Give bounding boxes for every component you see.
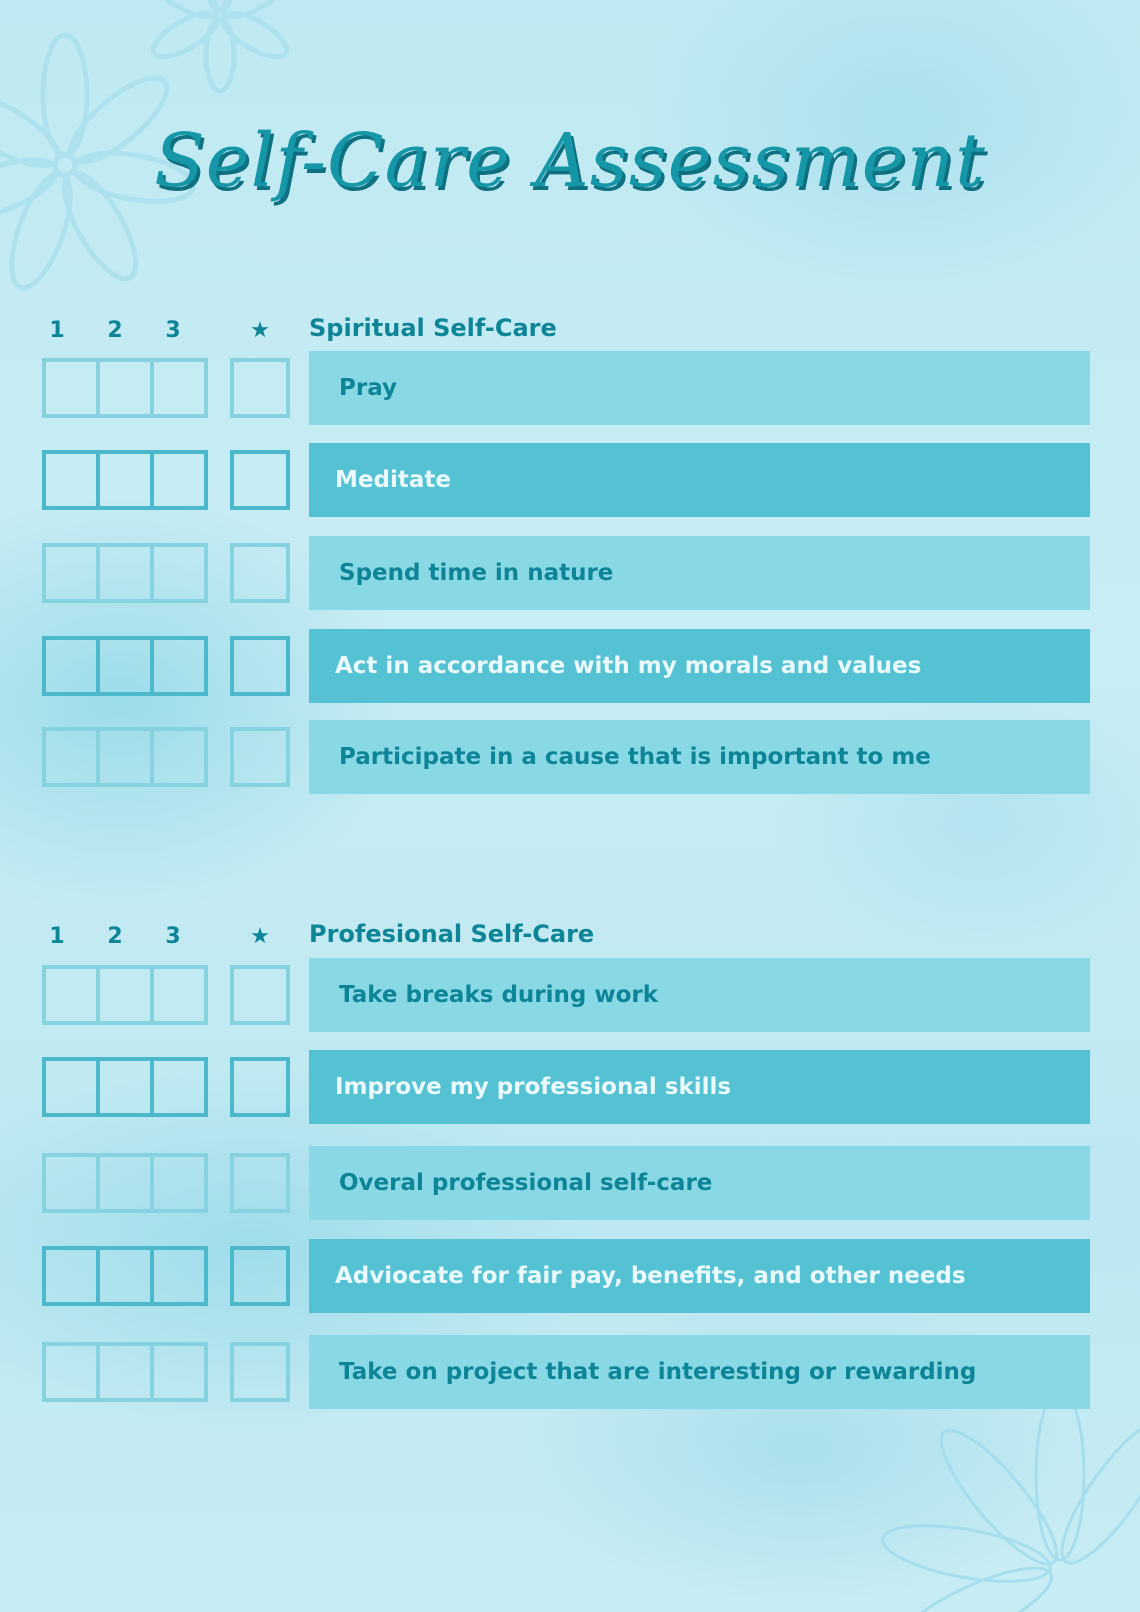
priority-star-checkbox[interactable]: [230, 450, 290, 510]
rating-3-checkbox[interactable]: [150, 450, 208, 510]
rating-1-checkbox[interactable]: [42, 1246, 100, 1306]
list-item: [42, 720, 1092, 794]
star-icon: ★: [250, 318, 270, 343]
list-item: [42, 629, 1092, 703]
rating-3-checkbox[interactable]: [150, 358, 208, 418]
rating-3-checkbox[interactable]: [150, 636, 208, 696]
priority-star-checkbox[interactable]: [230, 1246, 290, 1306]
rating-boxes: [42, 1246, 216, 1306]
priority-star-checkbox[interactable]: [230, 1057, 290, 1117]
rating-2-checkbox[interactable]: [96, 1057, 154, 1117]
rating-3-checkbox[interactable]: [150, 1342, 208, 1402]
rating-3-checkbox[interactable]: [150, 1057, 208, 1117]
rating-3-checkbox[interactable]: [150, 543, 208, 603]
item-label: Act in accordance with my morals and values: [309, 629, 1090, 703]
rating-boxes: [42, 1153, 216, 1213]
section-header-spiritual: [42, 312, 1092, 352]
rating-boxes: [42, 965, 216, 1025]
column-label-2: 2: [107, 318, 123, 343]
priority-star-checkbox[interactable]: [230, 1153, 290, 1213]
rating-1-checkbox[interactable]: [42, 727, 100, 787]
rating-2-checkbox[interactable]: [96, 636, 154, 696]
rating-3-checkbox[interactable]: [150, 1246, 208, 1306]
rating-boxes: [42, 727, 216, 787]
section-title-spiritual: Spiritual Self-Care: [309, 314, 557, 342]
column-label-1: 1: [49, 318, 65, 343]
rating-1-checkbox[interactable]: [42, 1342, 100, 1402]
priority-star-checkbox[interactable]: [230, 636, 290, 696]
rating-1-checkbox[interactable]: [42, 636, 100, 696]
rating-2-checkbox[interactable]: [96, 727, 154, 787]
section-title-professional: Profesional Self-Care: [309, 920, 595, 948]
rating-3-checkbox[interactable]: [150, 965, 208, 1025]
item-label: Spend time in nature: [309, 536, 1090, 610]
rating-2-checkbox[interactable]: [96, 543, 154, 603]
list-item: [42, 1146, 1092, 1220]
priority-star-checkbox[interactable]: [230, 1342, 290, 1402]
item-label: Participate in a cause that is important to me: [309, 720, 1090, 794]
list-item: [42, 443, 1092, 517]
priority-star-checkbox[interactable]: [230, 358, 290, 418]
list-item: [42, 958, 1092, 1032]
rating-1-checkbox[interactable]: [42, 543, 100, 603]
rating-boxes: [42, 358, 216, 418]
rating-2-checkbox[interactable]: [96, 1342, 154, 1402]
rating-3-checkbox[interactable]: [150, 727, 208, 787]
column-label-1: 1: [49, 924, 65, 949]
item-label: Take breaks during work: [309, 958, 1090, 1032]
column-label-3: 3: [165, 318, 181, 343]
list-item: [42, 351, 1092, 425]
item-label: Meditate: [309, 443, 1090, 517]
section-header-professional: [42, 918, 1092, 958]
rating-2-checkbox[interactable]: [96, 358, 154, 418]
page-title: Self-Care Assessment: [154, 118, 986, 204]
rating-2-checkbox[interactable]: [96, 965, 154, 1025]
item-label: Take on project that are interesting or rewarding: [309, 1335, 1090, 1409]
item-label: Overal professional self-care: [309, 1146, 1090, 1220]
rating-2-checkbox[interactable]: [96, 450, 154, 510]
list-item: [42, 1335, 1092, 1409]
priority-star-checkbox[interactable]: [230, 727, 290, 787]
rating-1-checkbox[interactable]: [42, 965, 100, 1025]
item-label: Adviocate for fair pay, benefits, and other needs: [309, 1239, 1090, 1313]
column-label-2: 2: [107, 924, 123, 949]
rating-3-checkbox[interactable]: [150, 1153, 208, 1213]
rating-1-checkbox[interactable]: [42, 1153, 100, 1213]
priority-star-checkbox[interactable]: [230, 965, 290, 1025]
rating-1-checkbox[interactable]: [42, 450, 100, 510]
rating-2-checkbox[interactable]: [96, 1153, 154, 1213]
rating-boxes: [42, 450, 216, 510]
column-label-3: 3: [165, 924, 181, 949]
list-item: [42, 1050, 1092, 1124]
rating-boxes: [42, 1342, 216, 1402]
priority-star-checkbox[interactable]: [230, 543, 290, 603]
star-icon: ★: [250, 924, 270, 949]
rating-boxes: [42, 1057, 216, 1117]
rating-1-checkbox[interactable]: [42, 358, 100, 418]
rating-1-checkbox[interactable]: [42, 1057, 100, 1117]
item-label: Improve my professional skills: [309, 1050, 1090, 1124]
list-item: [42, 536, 1092, 610]
rating-2-checkbox[interactable]: [96, 1246, 154, 1306]
rating-boxes: [42, 636, 216, 696]
rating-boxes: [42, 543, 216, 603]
item-label: Pray: [309, 351, 1090, 425]
list-item: [42, 1239, 1092, 1313]
